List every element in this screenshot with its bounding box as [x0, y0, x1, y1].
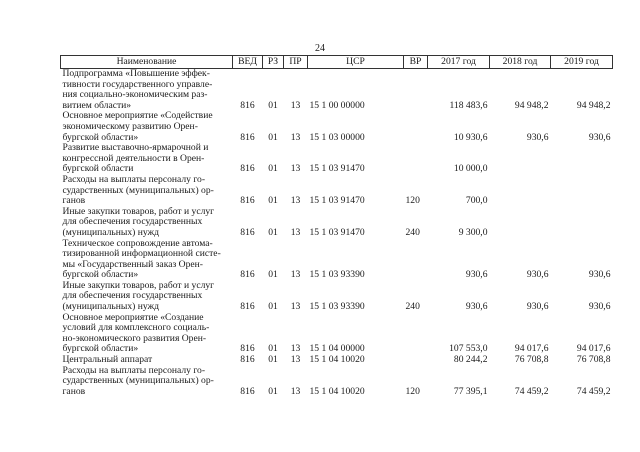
row-name: [61, 366, 233, 398]
ved-cell: 816: [240, 354, 255, 366]
vr-cell: [404, 313, 428, 355]
vr-cell: [404, 143, 428, 175]
vr-cell: 240: [405, 301, 420, 313]
amount-2018-cell: 76 708,8: [514, 354, 549, 366]
column-header: 2017 год: [428, 56, 490, 69]
rz-cell: 01: [268, 99, 278, 111]
row-name: [61, 143, 233, 175]
amount-2019-cell: 74 459,2: [576, 385, 611, 397]
rz-cell: 01: [268, 354, 278, 366]
row-name-line: для обеспечения государственных: [62, 290, 203, 302]
amount-2017-cell: 700,0: [465, 195, 488, 207]
column-header: Наименование: [61, 56, 233, 69]
amount-2017-cell: 10 000,0: [453, 163, 488, 175]
row-name-line: бургской области»: [62, 269, 139, 281]
column-header: ЦСР: [308, 56, 404, 69]
table-body: [61, 69, 613, 398]
column-header: 2018 год: [490, 56, 551, 69]
row-name-line: (муниципальных) нужд: [62, 226, 160, 238]
row-name: [61, 69, 233, 112]
amount-2019-cell: 94 017,6: [576, 343, 611, 355]
row-name-line: ния социально-экономическим раз-: [62, 89, 208, 101]
ved-cell: 816: [240, 385, 255, 397]
vr-cell: 120: [405, 195, 420, 207]
rz-cell: 01: [268, 226, 278, 238]
row-name-line: Основное мероприятие «Содействие: [62, 110, 213, 122]
csr-cell: 15 1 03 93390: [309, 301, 365, 313]
amount-2018-cell: 930,6: [526, 269, 549, 281]
pr-cell: 13: [290, 195, 301, 207]
row-name-line: Расходы на выплаты персоналу го-: [62, 173, 206, 185]
row-name-line: (муниципальных) нужд: [62, 301, 160, 313]
amount-2019-cell: 930,6: [588, 131, 611, 143]
table-row: [61, 239, 613, 281]
amount-2018-cell: 74 459,2: [514, 385, 549, 397]
rz-cell: 01: [268, 343, 278, 355]
amount-2018-cell: [490, 143, 551, 175]
pr-cell: 13: [290, 131, 301, 143]
row-name-line: витием области»: [62, 99, 132, 111]
row-name-line: ганов: [62, 195, 86, 207]
row-name-line: сударственных (муниципальных) ор-: [62, 375, 214, 387]
pr-cell: 13: [290, 269, 301, 281]
rz-cell: 01: [268, 269, 278, 281]
ved-cell: 816: [240, 301, 255, 313]
vr-cell: [404, 111, 428, 143]
vr-cell: [404, 239, 428, 281]
amount-2019-cell: [551, 143, 613, 175]
ved-cell: 816: [240, 226, 255, 238]
csr-cell: 15 1 03 00000: [309, 131, 365, 143]
csr-cell: 15 1 04 10020: [309, 354, 365, 366]
amount-2019-cell: 930,6: [588, 301, 611, 313]
rz-cell: 01: [268, 163, 278, 175]
amount-2019-cell: 94 948,2: [576, 99, 611, 111]
ved-cell: 816: [240, 269, 255, 281]
row-name-line: Центральный аппарат: [62, 354, 153, 366]
ved-cell: 816: [240, 131, 255, 143]
row-name: [61, 281, 233, 313]
row-name-line: Развитие выставочно-ярмарочной и: [62, 142, 209, 154]
row-name-line: условий для комплексного социаль-: [62, 322, 210, 334]
row-name-line: но-экономического развития Орен-: [62, 332, 207, 344]
row-name-line: бургской области»: [62, 343, 139, 355]
column-header: 2019 год: [551, 56, 613, 69]
amount-2018-cell: 930,6: [526, 131, 549, 143]
pr-cell: 13: [290, 99, 301, 111]
amount-2017-cell: 118 483,6: [449, 99, 488, 111]
row-name: [61, 111, 233, 143]
amount-2017-cell: 77 395,1: [453, 385, 488, 397]
row-name-line: Основное мероприятие «Создание: [62, 311, 204, 323]
csr-cell: 15 1 04 10020: [309, 385, 365, 397]
amount-2019-cell: 76 708,8: [576, 354, 611, 366]
table-row: [61, 207, 613, 239]
rz-cell: 01: [268, 301, 278, 313]
amount-2017-cell: 930,6: [465, 269, 488, 281]
column-header: ПР: [284, 56, 308, 69]
pr-cell: 13: [290, 226, 301, 238]
amount-2017-cell: 930,6: [465, 301, 488, 313]
ved-cell: 816: [240, 343, 255, 355]
csr-cell: 15 1 00 00000: [309, 99, 365, 111]
amount-2018-cell: 94 017,6: [514, 343, 549, 355]
row-name-line: бургской области: [62, 163, 134, 175]
ved-cell: 816: [240, 195, 255, 207]
row-name-line: для обеспечения государственных: [62, 216, 203, 228]
table-row: [61, 281, 613, 313]
amount-2018-cell: [490, 175, 551, 207]
vr-cell: 120: [405, 385, 420, 397]
rz-cell: 01: [268, 131, 278, 143]
row-name-line: тивности государственного управле-: [62, 78, 213, 90]
vr-cell: [404, 69, 428, 112]
row-name: [61, 207, 233, 239]
row-name: [61, 313, 233, 355]
row-name-line: бургской области»: [62, 131, 139, 143]
amount-2017-cell: 107 553,0: [449, 343, 488, 355]
ved-cell: 816: [240, 163, 255, 175]
column-header: ВЕД: [233, 56, 263, 69]
page-number: 24: [315, 43, 325, 54]
pr-cell: 13: [290, 343, 301, 355]
column-header: РЗ: [263, 56, 284, 69]
amount-2019-cell: 930,6: [588, 269, 611, 281]
row-name-line: Техническое сопровождение автома-: [62, 237, 213, 249]
row-name: [61, 175, 233, 207]
rz-cell: 01: [268, 385, 278, 397]
table-header-row: [61, 56, 613, 69]
row-name-line: ганов: [62, 385, 86, 397]
amount-2017-cell: 80 244,2: [453, 354, 488, 366]
pr-cell: 13: [290, 385, 301, 397]
ved-cell: 816: [240, 99, 255, 111]
row-name-line: конгрессной деятельности в Орен-: [62, 152, 205, 164]
row-name-line: мы «Государственный заказ Орен-: [62, 258, 203, 270]
row-name-line: сударственных (муниципальных) ор-: [62, 184, 214, 196]
pr-cell: 13: [290, 354, 301, 366]
row-name-line: Иные закупки товаров, работ и услуг: [62, 205, 215, 217]
row-name-line: Иные закупки товаров, работ и услуг: [62, 279, 215, 291]
row-name-line: тизированной информационной систе-: [62, 248, 221, 260]
pr-cell: 13: [290, 301, 301, 313]
amount-2018-cell: [490, 207, 551, 239]
vr-cell: 240: [405, 226, 420, 238]
vr-cell: [404, 355, 428, 366]
row-name-line: Расходы на выплаты персоналу го-: [62, 364, 206, 376]
budget-table: [60, 55, 613, 397]
row-name: [61, 239, 233, 281]
table-row: [61, 69, 613, 112]
csr-cell: 15 1 04 00000: [309, 343, 365, 355]
table-row: [61, 313, 613, 355]
pr-cell: 13: [290, 163, 301, 175]
amount-2018-cell: 94 948,2: [514, 99, 549, 111]
table-row: [61, 175, 613, 207]
column-header: ВР: [404, 56, 428, 69]
table-row: [61, 111, 613, 143]
amount-2017-cell: 9 300,0: [458, 226, 488, 238]
amount-2018-cell: 930,6: [526, 301, 549, 313]
csr-cell: 15 1 03 91470: [309, 163, 365, 175]
amount-2019-cell: [551, 175, 613, 207]
rz-cell: 01: [268, 195, 278, 207]
table-row: [61, 366, 613, 398]
csr-cell: 15 1 03 91470: [309, 195, 365, 207]
row-name-line: экономическому развитию Орен-: [62, 120, 198, 132]
row-name-line: Подпрограмма «Повышение эффек-: [62, 68, 210, 79]
csr-cell: 15 1 03 93390: [309, 269, 365, 281]
csr-cell: 15 1 03 91470: [309, 226, 365, 238]
amount-2019-cell: [551, 207, 613, 239]
table-row: [61, 143, 613, 175]
amount-2017-cell: 10 930,6: [453, 131, 488, 143]
